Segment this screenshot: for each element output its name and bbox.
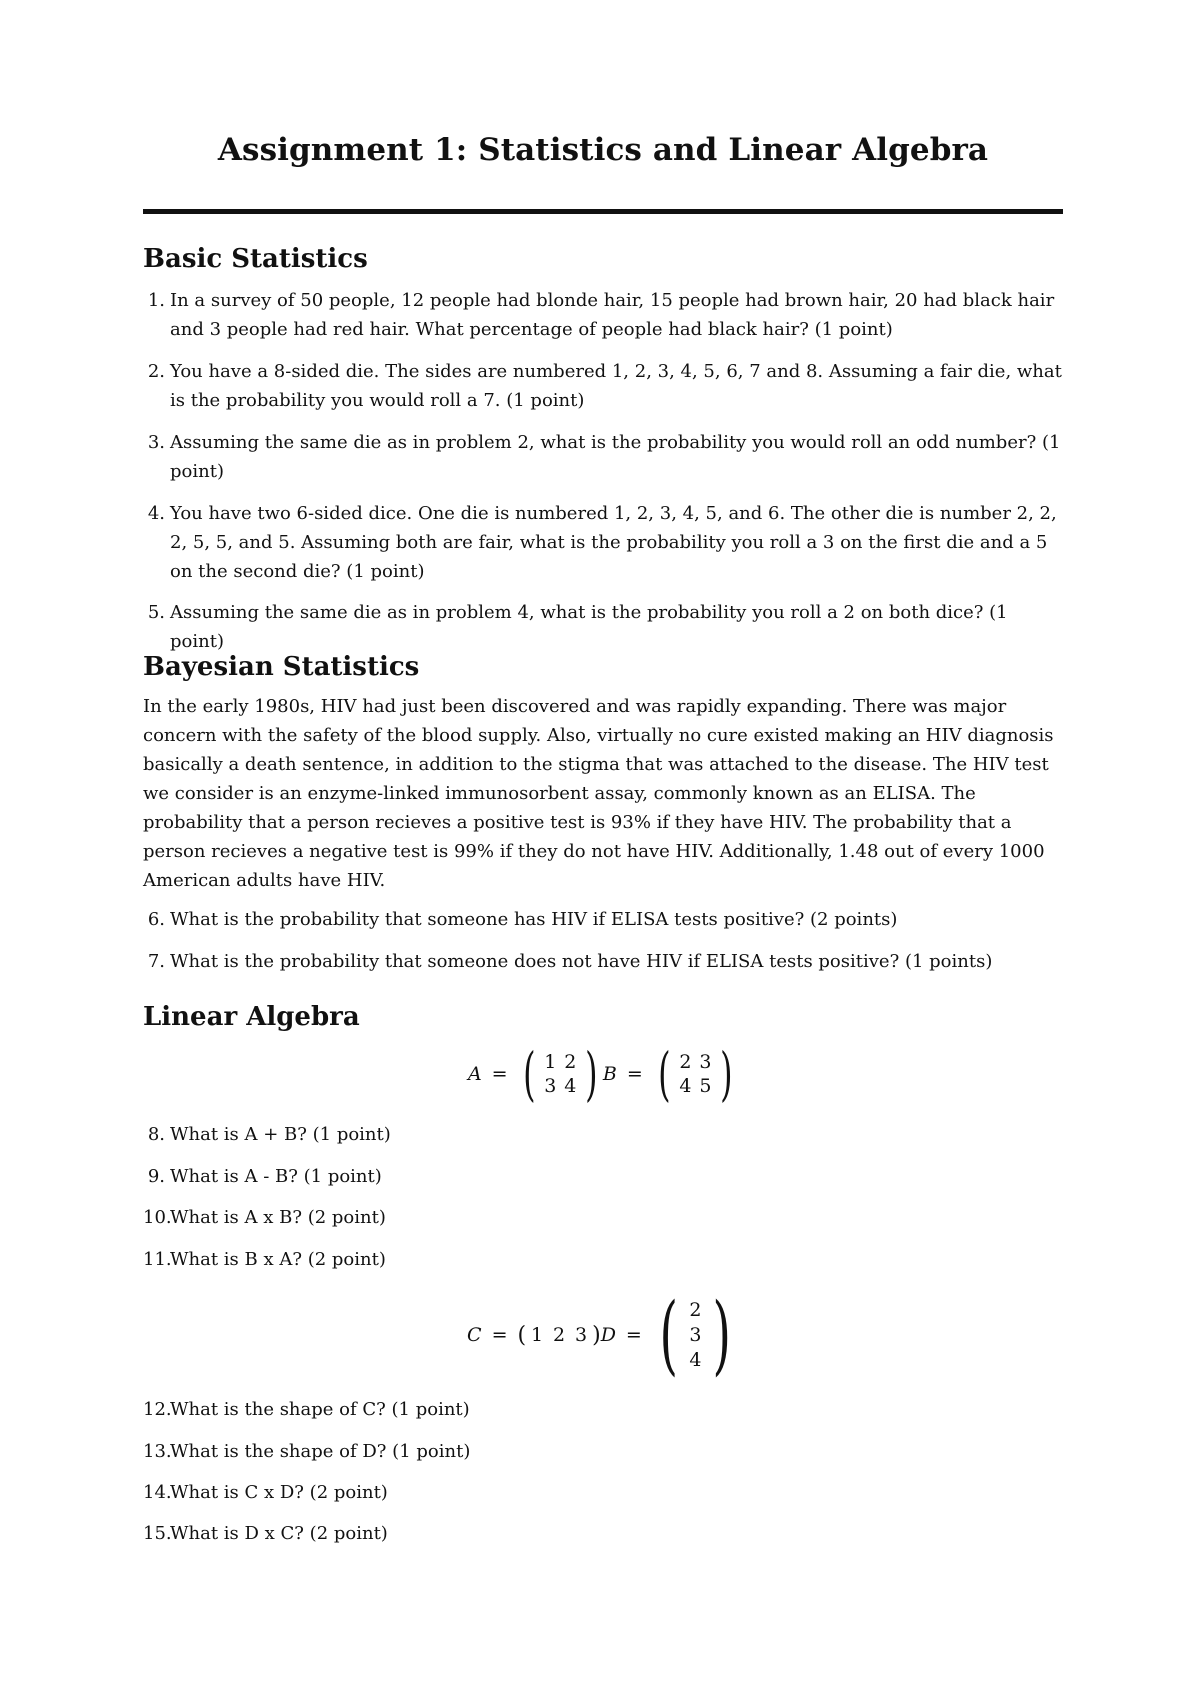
vector-cell: 3 [689,1324,702,1346]
vector-c-symbol: C [467,1324,482,1346]
equals-sign: = [626,1063,643,1085]
left-paren: ( [522,1040,536,1108]
question-number: 6. [147,909,165,930]
question-number: 3. [147,432,165,453]
matrix-cell: 4 [679,1075,692,1097]
bayesian-paragraph: In the early 1980s, HIV had just been discovered and was rapidly expanding. There was major concern with the safety of the blood supply. Also, virtually no cure existed making an HIV diagnosis basically a death sentence, in addition to the stigma that was attached to the disease. The HIV test we consider is an enzyme-linked immunosorbent assay, commonly known as an ELISA. The probability that a person recieves a positive test is 93% if they have HIV. The probability that a person recieves a negative test is 99% if they do not have HIV. Additionally, 1.48 out of every 1000 American adults have HIV. [143,696,1054,891]
question-text: What is C x D? (2 point) [170,1482,388,1503]
matrix-b [653,1040,738,1108]
question-number: 14. [143,1482,172,1503]
question-text: You have a 8-sided die. The sides are numbered 1, 2, 3, 4, 5, 6, 7 and 8. Assuming a fair die, what is the probability you would roll a 7. (1 point) [170,361,1062,411]
section-heading-basic-statistics: Basic Statistics [143,244,368,274]
vector-d-grid [685,1299,705,1371]
document-title: Assignment 1: Statistics and Linear Algebra [217,132,989,168]
right-paren: ) [592,1322,601,1348]
question-number: 5. [147,602,165,623]
vector-c-grid [526,1324,592,1346]
question-text: What is the shape of C? (1 point) [170,1399,470,1420]
question-7 [143,947,1063,976]
right-paren: ) [585,1040,598,1108]
question-5 [143,598,1063,656]
equals-sign: = [491,1063,508,1085]
matrix-b-grid [675,1051,715,1097]
question-text: What is the probability that someone does not have HIV if ELISA tests positive? (1 points) [170,951,993,972]
question-text: Assuming the same die as in problem 4, what is the probability you roll a 2 on both dice? (1 point) [170,602,1008,652]
question-12 [143,1395,1063,1424]
question-number: 13. [143,1441,172,1462]
matrix-cell: 4 [564,1075,577,1097]
matrix-cell: 5 [699,1075,712,1097]
question-text: Assuming the same die as in problem 2, what is the probability you would roll an odd number? (1 point) [170,432,1061,482]
vector-d [652,1285,739,1385]
vector-cell: 3 [575,1324,588,1346]
question-number: 10. [143,1207,172,1228]
question-text: What is the shape of D? (1 point) [170,1441,471,1462]
question-2 [143,357,1063,415]
equals-sign: = [625,1324,642,1346]
matrix-cell: 3 [544,1075,557,1097]
question-number: 7. [147,951,165,972]
vector-c [518,1323,601,1348]
question-number: 12. [143,1399,172,1420]
left-paren: ( [659,1285,678,1385]
question-number: 1. [147,290,165,311]
question-text: What is A - B? (1 point) [170,1166,382,1187]
question-10 [143,1203,1063,1232]
question-13 [143,1437,1063,1466]
question-6 [143,905,1063,934]
matrix-a [518,1040,603,1108]
question-text: What is A + B? (1 point) [170,1124,391,1145]
question-text: What is A x B? (2 point) [170,1207,386,1228]
right-paren: ) [712,1285,732,1385]
vector-cell: 1 [531,1324,544,1346]
left-paren: ( [517,1322,527,1348]
matrix-cell: 3 [699,1051,712,1073]
question-text: What is the probability that someone has HIV if ELISA tests positive? (2 points) [170,909,898,930]
section-heading-bayesian-statistics: Bayesian Statistics [143,652,420,682]
question-number: 15. [143,1523,172,1544]
question-number: 2. [147,361,165,382]
matrix-equation-ab [143,1040,1063,1108]
vector-d-symbol: D [600,1324,616,1346]
vector-cell: 2 [553,1324,566,1346]
right-paren: ) [720,1040,733,1108]
question-text: What is B x A? (2 point) [170,1249,386,1270]
matrix-a-grid [540,1051,580,1097]
question-8 [143,1120,1063,1149]
vector-equation-cd [143,1285,1063,1385]
vector-cell: 4 [689,1349,702,1371]
matrix-cell: 1 [544,1051,557,1073]
question-text: In a survey of 50 people, 12 people had blonde hair, 15 people had brown hair, 20 had black hair and 3 people had red hair. What percentage of people had black hair? (1 point) [170,290,1055,340]
question-3 [143,428,1063,486]
question-number: 8. [147,1124,165,1145]
question-1 [143,286,1063,344]
section-heading-linear-algebra: Linear Algebra [143,1002,360,1032]
question-14 [143,1478,1063,1507]
question-15 [143,1519,1063,1548]
matrix-cell: 2 [564,1051,577,1073]
left-paren: ( [657,1040,671,1108]
question-number: 9. [147,1166,165,1187]
vector-cell: 2 [689,1299,702,1321]
question-4 [143,499,1063,586]
question-11 [143,1245,1063,1274]
question-text: You have two 6-sided dice. One die is numbered 1, 2, 3, 4, 5, and 6. The other die is number 2, 2, 2, 5, 5, and 5. Assuming both are fair, what is the probability you roll a 3 on the first die and a 5 on the second die? (1 point) [170,503,1057,582]
equals-sign: = [491,1324,508,1346]
question-number: 11. [143,1249,172,1270]
question-number: 4. [147,503,165,524]
matrix-cell: 2 [679,1051,692,1073]
title-rule [143,209,1063,214]
question-9 [143,1162,1063,1191]
matrix-b-symbol: B [602,1063,617,1085]
question-text: What is D x C? (2 point) [170,1523,388,1544]
matrix-a-symbol: A [467,1063,482,1085]
